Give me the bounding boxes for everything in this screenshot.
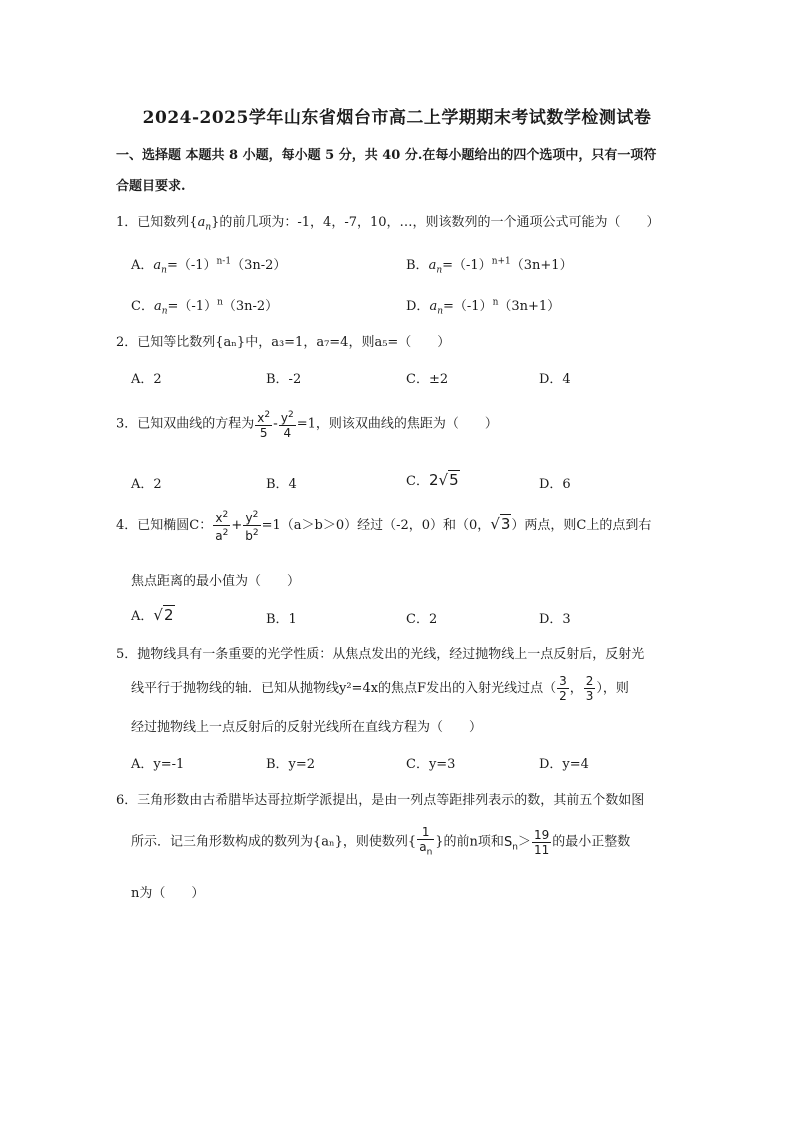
question-6-line3: n为（ ） (131, 886, 205, 901)
q4-option-b: B．1 (266, 612, 297, 627)
q4-option-a: A．√2 (131, 606, 174, 624)
question-6-line2: 所示．记三角形数构成的数列为{aₙ}，则使数列{ $\frac{1}{a_n}$ }的前n项和$S_n>$ $\frac{19}{11}$ 的最小正整数 (131, 825, 631, 858)
q2-option-c: C．±2 (406, 372, 449, 387)
question-3-stem: 3．已知双曲线的方程为 $\frac{x^2}{5}$ - $\frac{y^2}{4}$ =1，则该双曲线的焦距为（ ） (116, 410, 498, 440)
section-header-line2: 合题目要求. (116, 179, 186, 194)
question-2-stem: 2．已知等比数列{aₙ}中，a₃=1，a₇=4，则a₅=（ ） (116, 335, 451, 350)
q2-option-d: D．4 (539, 372, 571, 387)
q3-option-d: D．6 (539, 477, 571, 492)
q5-option-d: D．y=4 (539, 757, 589, 772)
page-title: 2024-2025学年山东省烟台市高二上学期期末考试数学检测试卷 (142, 108, 652, 128)
q3-option-a: A．2 (131, 477, 162, 492)
question-4-stem-line2: 焦点距离的最小值为（ ） (131, 574, 301, 589)
question-4-stem: 4．已知椭圆C： $\frac{x^2}{a^2}$ + $\frac{y^2}{b^2}$ =1（a＞b＞0）经过（-2，0）和（0，√3）两点，则C上的点到右 (116, 510, 652, 543)
question-5-line3: 经过抛物线上一点反射后的反射光线所在直线方程为（ ） (131, 720, 483, 735)
section-header-line1: 一、选择题 本题共 8 小题，每小题 5 分，共 40 分.在每小题给出的四个选项中，只有一项符 (116, 148, 657, 163)
q1-option-b: B．$a_n=(-1)^{n+1}(3n+1)$ (406, 256, 573, 276)
q5-option-b: B．y=2 (266, 757, 316, 772)
q4-option-d: D．3 (539, 612, 571, 627)
q2-option-a: A．2 (131, 372, 162, 387)
q2-option-b: B．-2 (266, 372, 302, 387)
question-6-line1: 6．三角形数由古希腊毕达哥拉斯学派提出，是由一列点等距排列表示的数，其前五个数如图 (116, 793, 645, 808)
q4-option-c: C．2 (406, 612, 438, 627)
q1-option-d: D．$a_n=(-1)^n(3n+1)$ (406, 297, 561, 317)
q1-option-a: A．$a_n=(-1)^{n-1}(3n-2)$ (131, 256, 287, 276)
q5-option-c: C．y=3 (406, 757, 456, 772)
question-5-line1: 5．抛物线具有一条重要的光学性质：从焦点发出的光线，经过抛物线上一点反射后，反射光 (116, 647, 645, 662)
q3-option-b: B．4 (266, 477, 297, 492)
question-5-line2: 线平行于抛物线的轴．已知从抛物线y²=4x的焦点F发出的入射光线过点（ $\frac{3}{2}$ ， $\frac{2}{3}$ ），则 (131, 674, 629, 703)
q3-option-c: C．2√5 (406, 471, 459, 489)
question-1-stem: 1．已知数列$\{a_n\}$的前几项为：-1，4，-7，10，…，则该数列的一个通项公式可能为（ ） (116, 215, 660, 233)
q5-option-a: A．y=-1 (131, 757, 185, 772)
q1-option-c: C．$a_n=(-1)^n(3n-2)$ (131, 297, 279, 317)
